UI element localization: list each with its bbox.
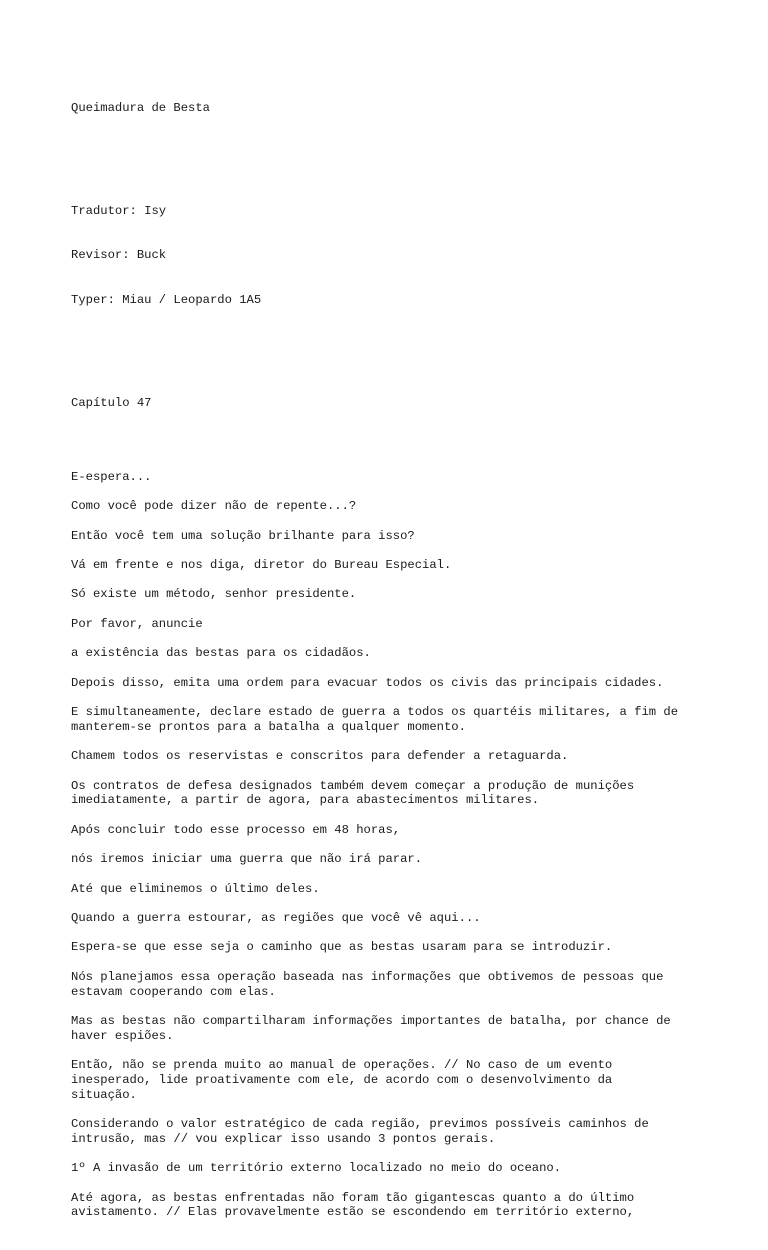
credit-translator: Tradutor: Isy	[71, 203, 167, 218]
paragraph-line: Vá em frente e nos diga, diretor do Bureau Especial.	[71, 558, 452, 573]
paragraph	[71, 705, 711, 735]
paragraph-line: haver espiões.	[71, 1028, 174, 1043]
paragraph-line: Mas as bestas não compartilharam informações importantes de batalha, por chance de	[71, 1013, 671, 1028]
paragraph	[71, 587, 711, 602]
credits	[71, 174, 711, 337]
paragraph	[71, 1161, 711, 1176]
paragraph	[71, 1117, 711, 1147]
paragraph-line: situação.	[71, 1087, 137, 1102]
credit-reviewer: Revisor: Buck	[71, 248, 167, 263]
paragraph-line: avistamento. // Elas provavelmente estão se escondendo em território externo,	[71, 1205, 635, 1220]
paragraph	[71, 1058, 711, 1102]
credit-typer: Typer: Miau / Leopardo 1A5	[71, 292, 262, 307]
paragraph-line: Como você pode dizer não de repente...?	[71, 499, 357, 514]
paragraph-line: Só existe um método, senhor presidente.	[71, 587, 357, 602]
paragraph-line: nós iremos iniciar uma guerra que não irá parar.	[71, 852, 423, 867]
paragraph	[71, 558, 711, 573]
paragraph-line: Nós planejamos essa operação baseada nas informações que obtivemos de pessoas que	[71, 969, 664, 984]
paragraph-line: Então você tem uma solução brilhante para isso?	[71, 528, 415, 543]
paragraph-line: estavam cooperando com elas.	[71, 984, 276, 999]
paragraph	[71, 617, 711, 632]
paragraph-line: intrusão, mas // vou explicar isso usando 3 pontos gerais.	[71, 1131, 496, 1146]
paragraph-line: manterem-se prontos para a batalha a qualquer momento.	[71, 719, 466, 734]
paragraph	[71, 676, 711, 691]
paragraph	[71, 779, 711, 809]
paragraph-line: Espera-se que esse seja o caminho que as bestas usaram para se introduzir.	[71, 940, 613, 955]
paragraph-line: Até agora, as bestas enfrentadas não foram tão gigantescas quanto a do último	[71, 1190, 635, 1205]
paragraph	[71, 852, 711, 867]
paragraph	[71, 470, 711, 485]
chapter-heading: Capítulo 47	[71, 396, 152, 411]
document-page	[71, 71, 711, 1250]
document-title: Queimadura de Besta	[71, 100, 210, 115]
paragraph-line: E simultaneamente, declare estado de guerra a todos os quartéis militares, a fim de	[71, 705, 679, 720]
paragraph-line: inesperado, lide proativamente com ele, de acordo com o desenvolvimento da	[71, 1072, 613, 1087]
paragraph	[71, 749, 711, 764]
paragraph	[71, 1014, 711, 1044]
paragraph	[71, 499, 711, 514]
paragraph-line: Quando a guerra estourar, as regiões que você vê aqui...	[71, 910, 481, 925]
paragraph-line: Depois disso, emita uma ordem para evacuar todos os civis das principais cidades.	[71, 675, 664, 690]
paragraph	[71, 970, 711, 1000]
paragraph-line: Então, não se prenda muito ao manual de operações. // No caso de um evento	[71, 1058, 613, 1073]
paragraph-line: imediatamente, a partir de agora, para abastecimentos militares.	[71, 793, 540, 808]
paragraph-line: Chamem todos os reservistas e conscritos para defender a retaguarda.	[71, 749, 569, 764]
paragraph-line: E-espera...	[71, 469, 152, 484]
paragraph-line: Por favor, anuncie	[71, 616, 203, 631]
paragraph-line: Os contratos de defesa designados também devem começar a produção de munições	[71, 778, 635, 793]
paragraph	[71, 882, 711, 897]
paragraph-line: Após concluir todo esse processo em 48 horas,	[71, 822, 401, 837]
paragraph-line: a existência das bestas para os cidadãos.	[71, 646, 371, 661]
paragraph-line: Considerando o valor estratégico de cada região, previmos possíveis caminhos de	[71, 1117, 649, 1132]
paragraph	[71, 646, 711, 661]
paragraph	[71, 529, 711, 544]
paragraph-line: Até que eliminemos o último deles.	[71, 881, 320, 896]
paragraph	[71, 911, 711, 926]
paragraph-list	[71, 470, 711, 1220]
paragraph	[71, 940, 711, 955]
paragraph-line: 1º A invasão de um território externo localizado no meio do oceano.	[71, 1161, 562, 1176]
paragraph	[71, 823, 711, 838]
paragraph	[71, 1191, 711, 1221]
